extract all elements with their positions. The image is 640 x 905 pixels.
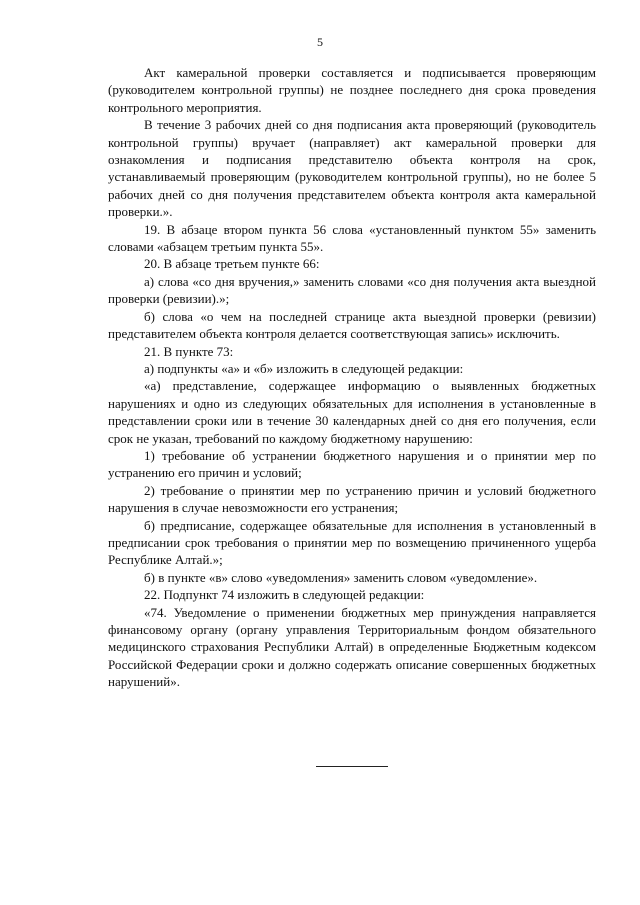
paragraph-act-delivery: В течение 3 рабочих дней со дня подписания акта проверяющий (руководитель контрольной группы) вручает (направляет) акт камеральной проверки для ознакомления и подписания представителю объекта контроля на срок, устанавливаемый проверяющим (руководителем контрольной группы), но не более 5 рабочих дней со дня получения представителем объекта контроля акта камеральной проверки.». — [108, 117, 596, 220]
paragraph-item-20-b: б) слова «о чем на последней странице акта выездной проверки (ревизии) представителем объекта контроля делается соответствующая запись» исключить. — [108, 308, 596, 342]
document-body — [108, 64, 596, 691]
paragraph-item-22: 22. Подпункт 74 изложить в следующей редакции: — [144, 587, 425, 603]
paragraph-item-21-b: б) в пункте «в» слово «уведомления» заменить словом «уведомление». — [144, 569, 538, 585]
paragraph-representation: «а) представление, содержащее информацию о выявленных бюджетных нарушениях и одно из следующих обязательных для исполнения в установленные в представлении сроки или в течение 30 календарных дней со дня его получения, если срок не указан, требований по каждому бюджетному нарушению: — [108, 378, 596, 446]
paragraph-act-signing: Акт камеральной проверки составляется и подписывается проверяющим (руководителем контрольной группы) не позднее последнего дня срока проведения контрольного мероприятия. — [108, 65, 596, 115]
paragraph-requirement-1: 1) требование об устранении бюджетного нарушения и о принятии мер по устранению его причин и условий; — [108, 447, 596, 481]
paragraph-prescription: б) предписание, содержащее обязательные для исполнения в установленный в предписании срок требования о принятии мер по возмещению причиненного ущерба Республике Алтай.»; — [108, 517, 596, 568]
paragraph-item-74: «74. Уведомление о применении бюджетных мер принуждения направляется финансовому органу (органу управления Территориальным фондом обязательного медицинского страхования Республики Алтай) в определенные Бюджетным кодексом Российской Федерации сроки и должно содержать описание совершенных бюджетных нарушений». — [108, 604, 596, 690]
paragraph-item-21: 21. В пункте 73: — [144, 343, 234, 359]
paragraph-item-20-a: а) слова «со дня вручения,» заменить словами «со дня получения акта выездной проверки (ревизии).»; — [108, 273, 596, 307]
paragraph-item-21-a: а) подпункты «а» и «б» изложить в следующей редакции: — [144, 360, 464, 376]
paragraph-requirement-2: 2) требование о принятии мер по устранению причин и условий бюджетного нарушения в случае невозможности его устранения; — [108, 482, 596, 516]
end-divider — [316, 766, 388, 767]
paragraph-item-20: 20. В абзаце третьем пункте 66: — [144, 256, 320, 272]
page-number: 5 — [317, 35, 323, 49]
paragraph-item-19: 19. В абзаце втором пункта 56 слова «установленный пунктом 55» заменить словами «абзацем третьим пункта 55». — [108, 221, 596, 255]
